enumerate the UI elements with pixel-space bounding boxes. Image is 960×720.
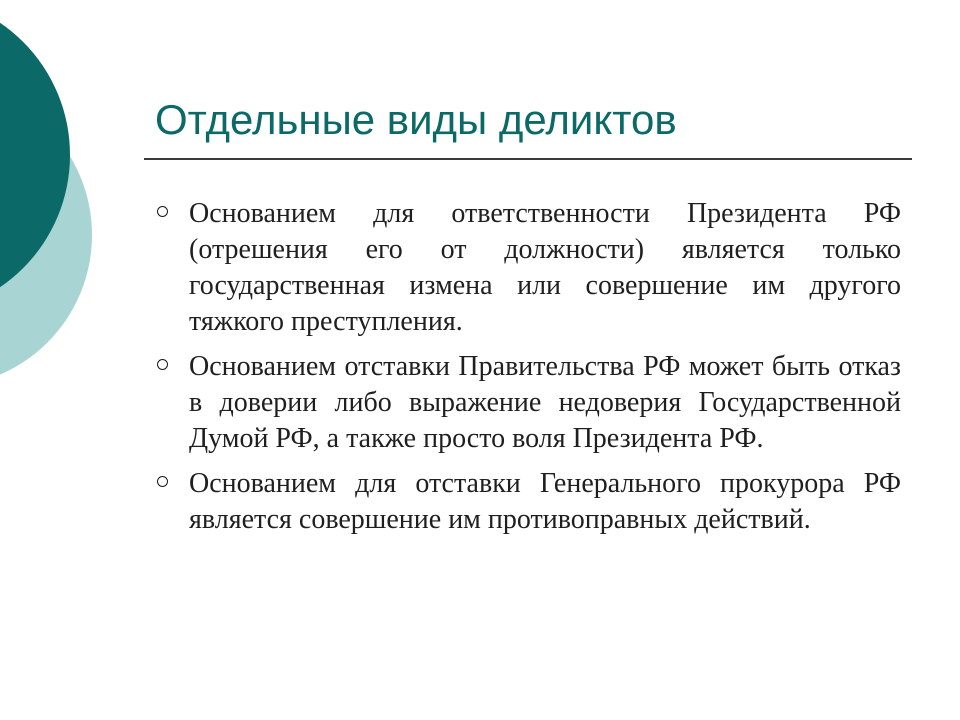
circle-bullet-icon: [157, 359, 168, 370]
bullet-item: [155, 466, 901, 538]
bullet-item: [155, 349, 901, 457]
slide-title: Отдельные виды деликтов: [155, 96, 677, 143]
bullet-list: [155, 196, 901, 547]
circle-bullet-icon: [157, 206, 168, 217]
decorative-circles: [0, 0, 120, 400]
bullet-text: Основанием отставки Правительства РФ может быть отказ в доверии либо выражение недоверия Государственной Думой РФ, а также просто воля Президента РФ.: [189, 351, 901, 454]
bullet-text: Основанием для отставки Генерального прокурора РФ является совершение им противоправных действий.: [189, 468, 901, 535]
title-divider: [144, 158, 912, 160]
circle-bullet-icon: [157, 476, 168, 487]
bullet-text: Основанием для ответственности Президента РФ (отрешения его от должности) является только государственная измена или совершение им другого тяжкого преступления.: [189, 198, 901, 337]
bullet-item: [155, 196, 901, 340]
